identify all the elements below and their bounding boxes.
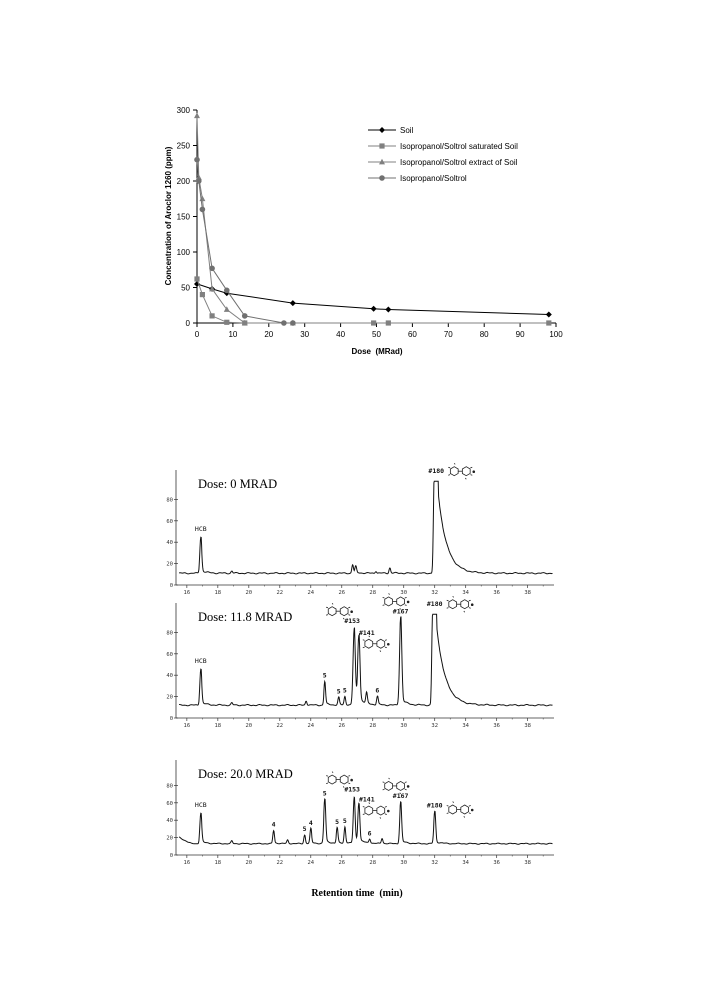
chlorine-bond: [465, 478, 466, 479]
x-tick-label: 20: [245, 723, 253, 729]
chlorine-bond: [447, 813, 449, 814]
chlorine-bond: [380, 651, 381, 652]
chlorine-atom: [407, 601, 409, 603]
chlorine-bond: [348, 776, 350, 777]
chlorine-atom: [387, 810, 389, 812]
x-tick-label: 30: [300, 330, 310, 339]
peak-label: 5: [335, 818, 340, 827]
chlorine-bond: [363, 640, 365, 641]
chlorine-bond: [405, 789, 407, 790]
pcb-structure-icon: [448, 463, 474, 479]
chlorine-bond: [363, 647, 365, 648]
x-tick-label: 22: [276, 860, 284, 866]
x-tick-label: 30: [400, 723, 408, 729]
chlorine-bond: [385, 807, 387, 808]
x-tick-label: 50: [372, 330, 381, 339]
chlorine-atom: [387, 643, 389, 645]
benzene-ring: [449, 600, 457, 609]
chlorine-bond: [464, 611, 465, 612]
x-tick-label: 70: [443, 330, 453, 339]
chlorine-bond: [469, 813, 471, 814]
x-tick-label: 24: [307, 860, 315, 866]
y-tick-label: 40: [166, 540, 173, 547]
chlorine-bond: [469, 806, 471, 807]
peak-label: HCB: [194, 656, 207, 665]
benzene-ring: [397, 781, 405, 790]
y-tick-label: 20: [166, 835, 173, 842]
x-tick-label: 16: [183, 723, 191, 729]
x-axis-title: Dose (MRad): [351, 347, 403, 356]
y-tick-label: 80: [166, 630, 173, 637]
benzene-ring: [462, 467, 470, 476]
chlorine-bond: [383, 605, 385, 606]
y-tick-label: 0: [169, 716, 173, 722]
chlorine-bond: [383, 782, 385, 783]
x-tick-label: 30: [400, 860, 408, 866]
chromatogram-title: Dose: 0 MRAD: [198, 477, 278, 491]
x-tick-label: 20: [245, 860, 253, 866]
chromatogram-dose-11-8: [166, 593, 554, 729]
benzene-ring: [450, 467, 458, 476]
congener-label: #153: [344, 617, 360, 626]
chlorine-bond: [332, 603, 333, 604]
y-tick-label: 80: [166, 783, 173, 790]
benzene-ring: [328, 775, 336, 784]
pcb-structure-icon: [447, 596, 473, 612]
chlorine-bond: [326, 776, 328, 777]
x-tick-label: 36: [493, 590, 500, 596]
y-tick-label: 80: [166, 497, 173, 504]
y-tick-label: 0: [185, 319, 190, 328]
benzene-ring: [340, 775, 348, 784]
congener-label: #180: [428, 467, 445, 476]
chlorine-bond: [389, 778, 390, 779]
benzene-ring: [340, 607, 348, 616]
benzene-ring: [377, 806, 385, 815]
x-tick-label: 80: [479, 330, 489, 339]
chromatogram-title: Dose: 11.8 MRAD: [198, 610, 293, 624]
chlorine-bond: [385, 640, 387, 641]
chlorine-bond: [389, 593, 390, 594]
x-tick-label: 38: [524, 860, 531, 866]
x-tick-label: 26: [338, 590, 346, 596]
peak-label: 4: [271, 820, 276, 829]
chlorine-bond: [385, 647, 387, 648]
x-tick-label: 26: [338, 723, 346, 729]
x-tick-label: 28: [369, 590, 377, 596]
peak-label: 5: [322, 789, 327, 798]
chromatogram-dose-20-0: [166, 760, 554, 866]
x-tick-label: 18: [214, 860, 222, 866]
chlorine-atom: [471, 809, 473, 811]
x-tick-label: 30: [400, 590, 408, 596]
y-tick-label: 20: [166, 694, 173, 701]
benzene-ring: [377, 639, 385, 648]
chlorine-bond: [448, 475, 450, 476]
congener-label: #180: [426, 801, 443, 810]
peak-label: 5: [322, 671, 327, 680]
chlorine-bond: [454, 463, 455, 464]
chlorine-bond: [469, 600, 471, 601]
x-tick-label: 100: [549, 330, 563, 339]
benzene-ring: [385, 597, 393, 606]
chlorine-atom: [407, 786, 409, 788]
y-tick-label: 0: [169, 853, 173, 859]
congener-label: #167: [392, 607, 409, 616]
y-tick-label: 40: [166, 673, 173, 680]
x-tick-label: 26: [338, 860, 346, 866]
y-tick-label: 250: [176, 141, 190, 151]
benzene-ring: [397, 597, 405, 606]
benzene-ring: [461, 805, 469, 814]
x-tick-label: 16: [183, 860, 191, 866]
legend-label: Isopropanol/Soltrol: [400, 174, 467, 183]
x-tick-label: 60: [407, 330, 417, 339]
y-tick-label: 0: [169, 583, 173, 589]
x-tick-label: 16: [183, 590, 191, 596]
x-tick-label: 32: [431, 860, 439, 866]
x-tick-label: 38: [524, 590, 531, 596]
y-axis-title: Concentration of Aroclor 1260 (ppm): [164, 146, 173, 286]
x-tick-label: 18: [214, 723, 222, 729]
x-tick-label: 22: [276, 590, 284, 596]
x-tick-label: 36: [493, 723, 500, 729]
y-tick-label: 150: [176, 212, 190, 222]
congener-label: #141: [358, 795, 375, 804]
chlorine-bond: [348, 607, 350, 608]
congener-label: #153: [344, 785, 360, 794]
chlorine-bond: [453, 802, 454, 803]
x-tick-label: 34: [462, 860, 470, 866]
chlorine-bond: [363, 814, 365, 815]
chlorine-bond: [447, 600, 449, 601]
x-tick-label: 18: [214, 590, 222, 596]
x-tick-label: 20: [264, 330, 274, 339]
x-tick-label: 0: [194, 330, 200, 339]
chlorine-bond: [405, 597, 407, 598]
x-tick-label: 90: [515, 330, 525, 339]
chlorine-bond: [464, 816, 465, 817]
peak-label: 6: [367, 829, 372, 838]
legend-label: Isopropanol/Soltrol extract of Soil: [400, 158, 518, 167]
x-tick-label: 24: [307, 723, 315, 729]
peak-label: 5: [342, 817, 347, 826]
chlorine-atom: [351, 779, 353, 781]
x-tick-label: 40: [336, 330, 346, 339]
chlorine-bond: [326, 783, 328, 784]
retention-time-axis-title: Retention time (min): [311, 888, 403, 899]
legend-label: Isopropanol/Soltrol saturated Soil: [400, 142, 518, 151]
chlorine-bond: [447, 608, 449, 609]
chlorine-bond: [447, 806, 449, 807]
benzene-ring: [365, 639, 373, 648]
chlorine-bond: [385, 814, 387, 815]
y-tick-label: 60: [166, 518, 173, 525]
chlorine-bond: [348, 783, 350, 784]
chlorine-atom: [351, 611, 353, 613]
x-tick-label: 28: [369, 860, 377, 866]
chlorine-bond: [453, 596, 454, 597]
chromatogram-trace: [179, 481, 552, 574]
y-tick-label: 300: [176, 106, 190, 115]
peak-label: 5: [336, 687, 341, 696]
chlorine-atom: [473, 471, 475, 473]
y-tick-label: 200: [176, 177, 190, 186]
congener-label: #180: [426, 600, 443, 609]
y-tick-label: 60: [166, 800, 173, 807]
chlorine-bond: [405, 782, 407, 783]
y-tick-label: 20: [166, 561, 173, 568]
chlorine-bond: [332, 772, 333, 773]
legend-label: Soil: [400, 126, 414, 135]
x-tick-label: 28: [369, 723, 377, 729]
pcb-structure-icon: [363, 636, 389, 652]
x-tick-label: 32: [431, 590, 439, 596]
chlorine-bond: [326, 615, 328, 616]
y-tick-label: 50: [181, 283, 190, 293]
chromatogram-title: Dose: 20.0 MRAD: [198, 767, 293, 781]
x-tick-label: 20: [245, 590, 253, 596]
y-tick-label: 60: [166, 651, 173, 658]
chlorine-bond: [405, 605, 407, 606]
x-tick-label: 10: [228, 330, 238, 339]
chlorine-atom: [471, 604, 473, 606]
chlorine-bond: [470, 475, 472, 476]
congener-label: #141: [358, 628, 375, 637]
benzene-ring: [365, 806, 373, 815]
chlorine-bond: [383, 597, 385, 598]
peak-label: 5: [302, 824, 307, 833]
peak-label: HCB: [194, 524, 207, 533]
peak-label: 6: [375, 686, 380, 695]
x-tick-label: 34: [462, 590, 470, 596]
x-tick-label: 22: [276, 723, 284, 729]
y-tick-label: 40: [166, 818, 173, 825]
chlorine-bond: [469, 608, 471, 609]
benzene-ring: [328, 607, 336, 616]
x-tick-label: 34: [462, 723, 470, 729]
chlorine-bond: [363, 807, 365, 808]
y-tick-label: 100: [176, 248, 190, 257]
benzene-ring: [461, 600, 469, 609]
peak-label: 4: [308, 818, 313, 827]
chromatogram-dose-0: [166, 463, 554, 596]
congener-label: #167: [392, 791, 409, 800]
x-tick-label: 36: [493, 860, 500, 866]
chlorine-bond: [383, 789, 385, 790]
chromatogram-trace: [179, 797, 552, 844]
pcb-structure-icon: [447, 802, 473, 818]
peak-label: HCB: [194, 801, 207, 810]
peak-label: 5: [342, 686, 347, 695]
x-tick-label: 32: [431, 723, 439, 729]
chlorine-bond: [448, 467, 450, 468]
benzene-ring: [385, 781, 393, 790]
chlorine-bond: [380, 817, 381, 818]
chlorine-bond: [470, 467, 472, 468]
chlorine-bond: [348, 615, 350, 616]
x-tick-label: 24: [307, 590, 315, 596]
benzene-ring: [449, 805, 457, 814]
pcb-structure-icon: [363, 803, 389, 819]
x-tick-label: 38: [524, 723, 531, 729]
chlorine-bond: [326, 607, 328, 608]
